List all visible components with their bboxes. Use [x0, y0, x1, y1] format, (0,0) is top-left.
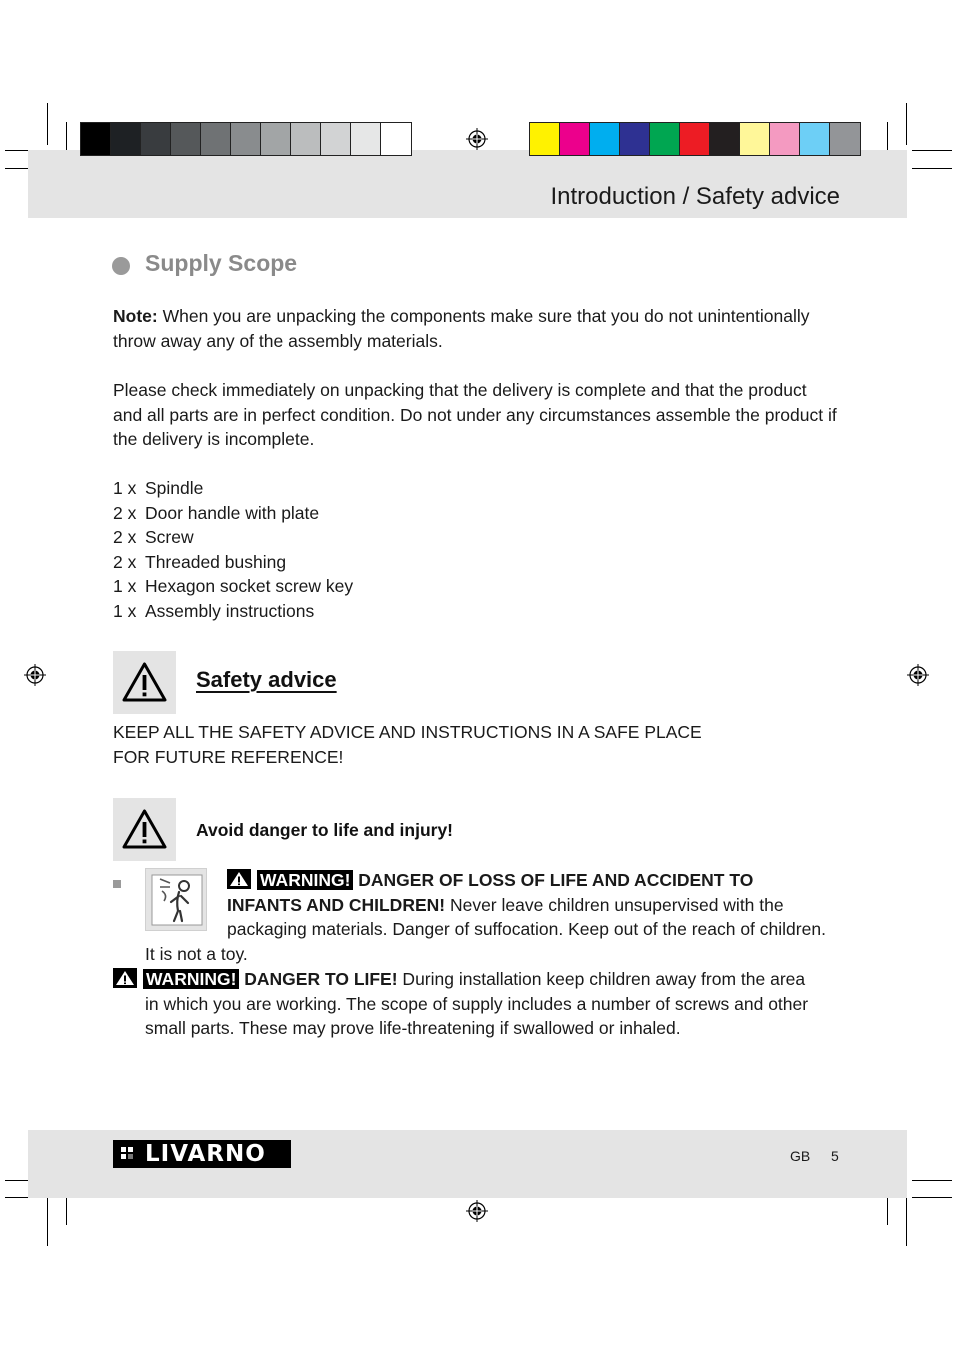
item-name: Assembly instructions: [145, 600, 315, 621]
child-pictogram-icon: [146, 869, 208, 932]
color-swatch: [321, 123, 351, 155]
color-swatch: [740, 123, 770, 155]
list-item: [113, 525, 353, 550]
warning-box: [113, 651, 176, 714]
list-item: [113, 599, 353, 624]
color-swatch: [560, 123, 590, 155]
note-paragraph: [113, 304, 833, 353]
color-swatch: [291, 123, 321, 155]
crop-mark: [47, 103, 48, 145]
warning-triangle-icon: [113, 798, 176, 861]
item-name: Spindle: [145, 478, 204, 498]
color-swatch: [81, 123, 111, 155]
warning-tag: WARNING!: [143, 969, 239, 989]
page-number: 5: [831, 1148, 839, 1164]
color-swatch: [261, 123, 291, 155]
warning-1-text-a: Never leave children unsupervised with the: [445, 894, 784, 915]
color-swatch: [201, 123, 231, 155]
section-bullet-icon: [112, 257, 130, 275]
item-qty: 2 x: [113, 551, 137, 572]
color-bar: [529, 122, 861, 156]
logo-mark-icon: [119, 1144, 145, 1164]
crop-mark: [912, 168, 952, 169]
keep-line-1: KEEP ALL THE SAFETY ADVICE AND INSTRUCTIONS IN A SAFE PLACE: [113, 722, 702, 742]
bullet-icon: [113, 880, 121, 888]
grayscale-bar: [80, 122, 412, 156]
warning-tag: WARNING!: [257, 870, 353, 890]
warning-2-bold: DANGER TO LIFE!: [239, 969, 398, 989]
warning-1-text: [227, 868, 837, 942]
crop-mark: [47, 1196, 48, 1246]
color-swatch: [141, 123, 171, 155]
item-qty: 2 x: [113, 527, 137, 548]
supply-list: [113, 476, 353, 624]
item-qty: 1 x: [113, 600, 137, 621]
warning-1-text-c: It is not a toy.: [145, 944, 248, 964]
item-name: Hexagon socket screw key: [145, 576, 354, 597]
warning-triangle-icon: [113, 968, 137, 988]
list-item: [113, 476, 353, 501]
registration-mark-icon: [24, 664, 46, 686]
registration-mark-icon: [466, 128, 488, 150]
color-swatch: [171, 123, 201, 155]
color-swatch: [830, 123, 860, 155]
crop-mark: [912, 1197, 952, 1198]
page-title: Introduction / Safety advice: [550, 183, 840, 210]
crop-mark: [912, 1180, 952, 1181]
list-item: [113, 574, 353, 599]
crop-mark: [912, 150, 952, 151]
item-name: Threaded bushing: [145, 551, 287, 572]
color-swatch: [710, 123, 740, 155]
crop-mark: [906, 1196, 907, 1246]
brand-logo: [113, 1140, 291, 1168]
warning-2-text: [113, 967, 838, 1041]
keep-line-2: FOR FUTURE REFERENCE!: [113, 746, 344, 767]
check-paragraph: Please check immediately on unpacking that the delivery is complete and that the product and all parts are in perfect condition. Do not under any circumstances assemble the product if the delivery is incomplete.: [113, 380, 837, 450]
registration-mark-icon: [907, 664, 929, 686]
color-swatch: [351, 123, 381, 155]
language-code: GB: [790, 1148, 811, 1164]
color-swatch: [680, 123, 710, 155]
crop-mark: [906, 103, 907, 145]
warning-box: [113, 798, 176, 861]
warning-1-text-b: packaging materials. Danger of suffocation. Keep out of the reach of children.: [227, 919, 826, 940]
child-warning-pictogram: [145, 868, 207, 931]
item-name: Screw: [145, 527, 194, 548]
color-swatch: [530, 123, 560, 155]
color-swatch: [800, 123, 830, 155]
item-name: Door handle with plate: [145, 502, 320, 523]
warning-2-text-c: small parts. These may prove life-threatening if swallowed or inhaled.: [145, 1018, 681, 1039]
warning-triangle-icon: [227, 869, 251, 889]
color-swatch: [381, 123, 411, 155]
color-swatch: [111, 123, 141, 155]
warning-2-text-b: in which you are working. The scope of supply includes a number of screws and other: [145, 993, 809, 1014]
brand-name: LIVARNO: [145, 1141, 266, 1167]
warning-1-bold-b: INFANTS AND CHILDREN!: [227, 894, 446, 915]
safety-advice-heading: Safety advice: [196, 667, 337, 692]
note-text: When you are unpacking the components make sure that you do not unintentionally throw away any of the assembly materials.: [113, 306, 810, 351]
registration-mark-icon: [466, 1200, 488, 1222]
note-label: Note:: [113, 306, 158, 326]
color-swatch: [620, 123, 650, 155]
color-swatch: [650, 123, 680, 155]
color-swatch: [590, 123, 620, 155]
avoid-danger-heading: Avoid danger to life and injury!: [196, 820, 454, 840]
color-swatch: [770, 123, 800, 155]
warning-triangle-icon: [113, 651, 176, 714]
item-qty: 1 x: [113, 576, 137, 597]
list-item: [113, 550, 353, 575]
warning-1-bold-a: DANGER OF LOSS OF LIFE AND ACCIDENT TO: [353, 870, 754, 890]
item-qty: 1 x: [113, 478, 137, 498]
color-swatch: [231, 123, 261, 155]
keep-instructions: [113, 720, 702, 769]
item-qty: 2 x: [113, 502, 137, 523]
list-item: [113, 501, 353, 526]
warning-2-text-a: During installation keep children away from the area: [397, 969, 806, 989]
supply-scope-heading: Supply Scope: [145, 250, 298, 276]
